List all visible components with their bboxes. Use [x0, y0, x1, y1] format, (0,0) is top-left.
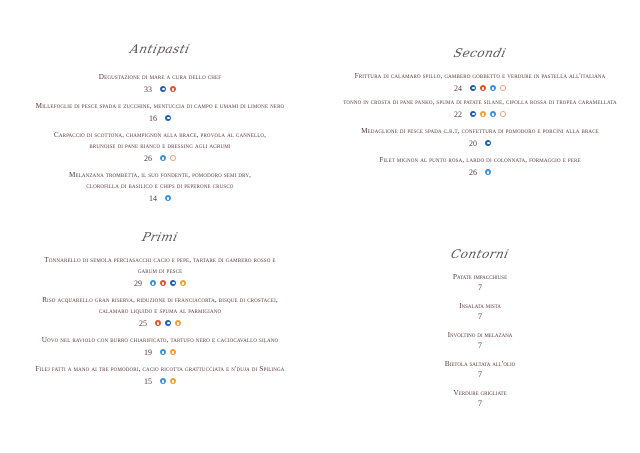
dish-price: 25 [139, 318, 147, 328]
dish-price: 26 [144, 153, 152, 163]
dish-price-row [320, 137, 640, 149]
dish-price-row [0, 152, 320, 164]
section-title-primi: Primi [140, 230, 180, 244]
side-price: 7 [478, 312, 482, 321]
fish-icon [165, 115, 171, 121]
dish-price: 19 [144, 347, 152, 357]
dish-item [0, 72, 320, 95]
dairy-icon [485, 169, 491, 175]
dish-price: 22 [454, 109, 462, 119]
section-antipasti [0, 40, 320, 204]
dish-name: Medaglione di pesce spada c.b.t, confettura di pomodoro e porcini alla brace [361, 127, 599, 135]
dish-price: 33 [144, 84, 152, 94]
dish-price-row [320, 108, 640, 120]
dairy-icon [160, 378, 166, 384]
gluten-icon [170, 349, 176, 355]
dish-name-line2: clorofilla di basilico e chips di peperone crusco [86, 182, 234, 190]
egg-icon [500, 85, 506, 91]
dish-price-row [320, 166, 640, 178]
side-item [320, 271, 640, 293]
dairy-icon [160, 349, 166, 355]
dish-item [0, 101, 320, 124]
side-name: Patate impacchiuse [452, 272, 508, 281]
dish-item [0, 255, 320, 289]
dish-price-row [0, 375, 320, 387]
side-item [320, 329, 640, 351]
gluten-icon [175, 320, 181, 326]
dish-price: 20 [469, 138, 477, 148]
dish-price-row [0, 346, 320, 358]
dish-name: Melanzana trombetta, il suo fondente, pomodoro semi dry, [68, 171, 252, 179]
gluten-icon [180, 280, 186, 286]
dairy-icon [150, 280, 156, 286]
side-price: 7 [478, 283, 482, 292]
dish-item [320, 71, 640, 94]
dish-price-row [0, 317, 320, 329]
dish-price: 24 [454, 83, 462, 93]
dish-name: Filej fatti a mano ai tre pomodori, cacio ricotta grattucciata e n'duja di Spilinga [35, 365, 285, 373]
dish-item [0, 335, 320, 358]
side-price: 7 [478, 370, 482, 379]
fish-icon [470, 111, 476, 117]
dairy-icon [490, 111, 496, 117]
dish-name: tonno in crosta di pane panko, spuma di patate silane, cipolla rossa di tropea caramellata [343, 99, 617, 106]
dish-name: Frittura di calamaro spillo, gambero gobbetto e verdure in pastella all'italiana [354, 72, 606, 80]
fish-icon [470, 85, 476, 91]
dairy-icon [165, 195, 171, 201]
fish-icon [165, 320, 171, 326]
side-price: 7 [478, 399, 482, 408]
dish-item [0, 295, 320, 329]
dish-price-row [320, 82, 640, 94]
gluten-icon [170, 378, 176, 384]
dish-name: Tonnarello di semola perciasacchi cacio e pepe, tartare di gambero rosso e [44, 256, 276, 264]
crustacean-icon [160, 280, 166, 286]
crustacean-icon [480, 85, 486, 91]
side-item [320, 358, 640, 380]
dish-item [0, 130, 320, 164]
dish-item [320, 155, 640, 178]
section-title-antipasti: Antipasti [128, 42, 192, 56]
dish-name-line2: garum di pesce [137, 267, 183, 275]
fish-icon [160, 86, 166, 92]
dish-item [320, 126, 640, 149]
side-name: Verdure grigliate [453, 388, 507, 397]
egg-icon [170, 155, 176, 161]
section-primi [0, 228, 320, 387]
dish-price: 14 [149, 193, 157, 203]
fish-icon [170, 280, 176, 286]
dish-name: Riso acquarello gran riserva, riduzione di franciacorta, bisque di crostacei, [42, 296, 278, 304]
dairy-icon [490, 85, 496, 91]
dish-price: 15 [144, 376, 152, 386]
dish-name: Degustazione di mare a cura dello chef [98, 73, 222, 81]
dish-price-row [0, 277, 320, 289]
dish-price: 29 [134, 278, 142, 288]
side-item [320, 387, 640, 409]
section-secondi [320, 44, 640, 178]
crustacean-icon [155, 320, 161, 326]
section-contorni [320, 245, 640, 409]
side-name: Involtino di melazana [447, 330, 513, 339]
dish-item [0, 170, 320, 204]
dish-name: Uovo nel raviolo con burro chiarificato, tartufo nero e caciocavallo silano [41, 336, 279, 344]
dish-price-row [0, 83, 320, 95]
side-item [320, 300, 640, 322]
dish-item [320, 97, 640, 120]
section-title-secondi: Secondi [452, 46, 508, 60]
dish-price-row [0, 112, 320, 124]
dish-price-row [0, 192, 320, 204]
dairy-icon [160, 155, 166, 161]
dish-name-line2: calamaro liquido e spuma al parmigiano [98, 307, 222, 315]
section-title-contorni: Contorni [449, 247, 511, 261]
dish-price: 26 [469, 167, 477, 177]
dish-name: Carpaccio di scottona, champignon alla brace, provola al cannello, [53, 131, 267, 139]
side-price: 7 [478, 341, 482, 350]
dish-name: Filet mignon al punto rosa, lardo di colonnata, formaggio e pere [379, 156, 581, 164]
crustacean-icon [170, 86, 176, 92]
fish-icon [485, 140, 491, 146]
dish-name: Millefoglie di pesce spada e zucchine, mentuccia di campo e umami di limone nero [35, 102, 285, 110]
dish-price: 16 [149, 113, 157, 123]
side-name: Insalata mista [459, 301, 501, 310]
dish-name-line2: brunoise di pane bianco e dressing agli agrumi [89, 142, 231, 150]
gluten-icon [480, 111, 486, 117]
dish-item [0, 364, 320, 387]
egg-icon [500, 111, 506, 117]
side-name: Bietola saltata all'olio [444, 359, 516, 368]
